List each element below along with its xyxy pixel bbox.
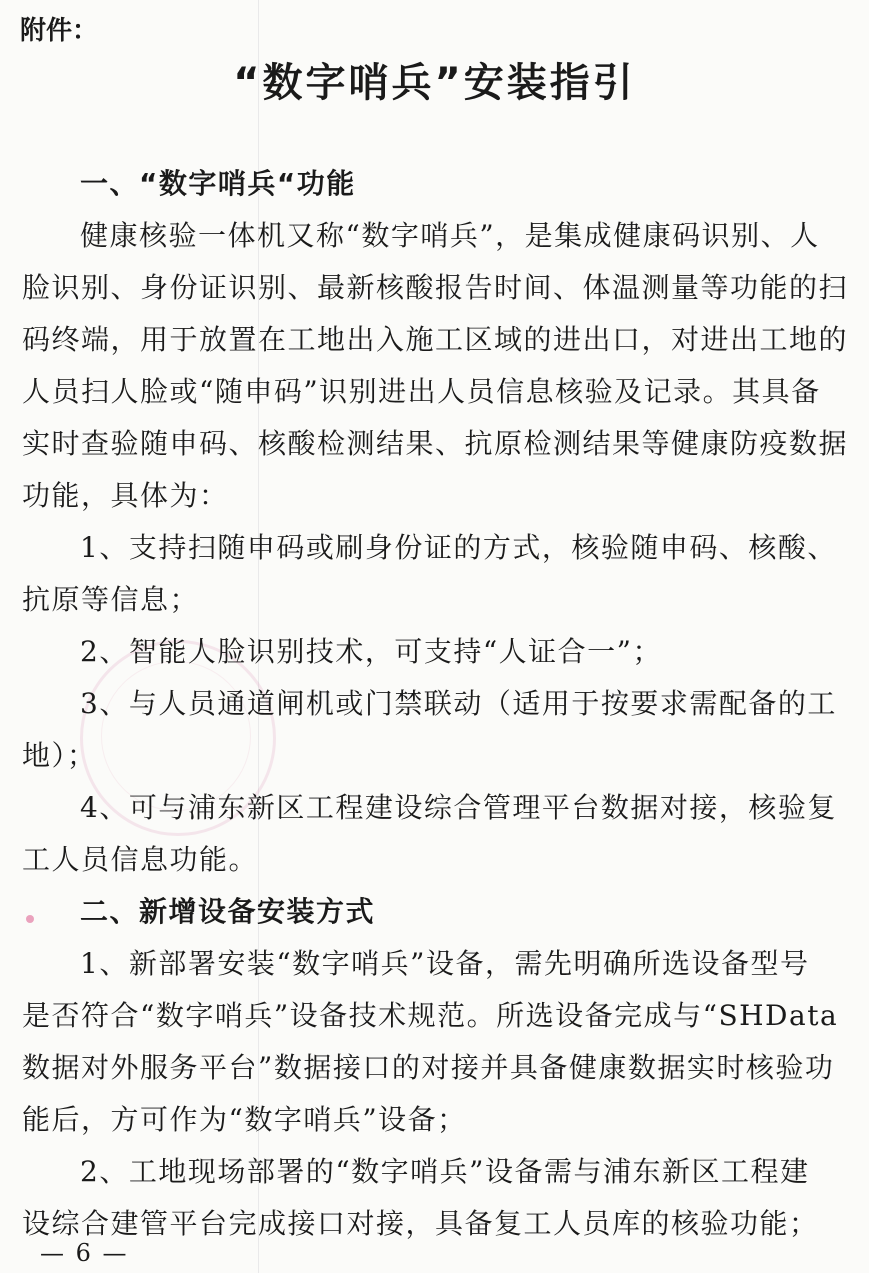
paragraph-line: 脸识别、身份证识别、最新核酸报告时间、体温测量等功能的扫 <box>22 271 849 304</box>
paragraph-line: 码终端，用于放置在工地出入施工区域的进出口，对进出工地的 <box>22 323 849 356</box>
section-heading-installation: 二、新增设备安装方式 <box>80 895 376 928</box>
attachment-label: 附件： <box>20 16 99 46</box>
document-title: “数字哨兵”安装指引 <box>233 60 636 106</box>
paragraph-line: 实时查验随申码、核酸检测结果、抗原检测结果等健康防疫数据 <box>22 427 849 460</box>
list-item-line: 4、可与浦东新区工程建设综合管理平台数据对接，核验复 <box>80 791 837 824</box>
list-item-line: 抗原等信息； <box>22 583 200 616</box>
faded-seal-inner-ring <box>101 661 251 811</box>
ink-mark <box>26 915 34 923</box>
paragraph-line: 健康核验一体机又称“数字哨兵”，是集成健康码识别、人 <box>80 219 820 252</box>
list-item-line: 2、智能人脸识别技术，可支持“人证合一”； <box>80 635 662 668</box>
paragraph-line: 功能，具体为： <box>22 479 229 512</box>
list-item-line: 设综合建管平台完成接口对接，具备复工人员库的核验功能； <box>22 1207 819 1240</box>
list-item-line: 数据对外服务平台”数据接口的对接并具备健康数据实时核验功 <box>22 1051 835 1084</box>
list-item-line: 地）； <box>22 739 97 772</box>
paragraph-line: 人员扫人脸或“随申码”识别进出人员信息核验及记录。其具备 <box>22 375 821 408</box>
list-item-line: 能后，方可作为“数字哨兵”设备； <box>22 1103 467 1136</box>
list-item-line: 1、支持扫随申码或刷身份证的方式，核验随申码、核酸、 <box>80 531 837 564</box>
list-item-line: 是否符合“数字哨兵”设备技术规范。所选设备完成与“SHData <box>22 999 839 1032</box>
section-heading-functions: 一、“数字哨兵“功能 <box>80 167 356 200</box>
list-item-line: 工人员信息功能。 <box>22 843 259 876</box>
page-number: — 6 — <box>40 1239 129 1267</box>
list-item-line: 1、新部署安装“数字哨兵”设备，需先明确所选设备型号 <box>80 947 810 980</box>
list-item-line: 3、与人员通道闸机或门禁联动（适用于按要求需配备的工 <box>80 687 837 720</box>
list-item-line: 2、工地现场部署的“数字哨兵”设备需与浦东新区工程建 <box>80 1155 810 1188</box>
